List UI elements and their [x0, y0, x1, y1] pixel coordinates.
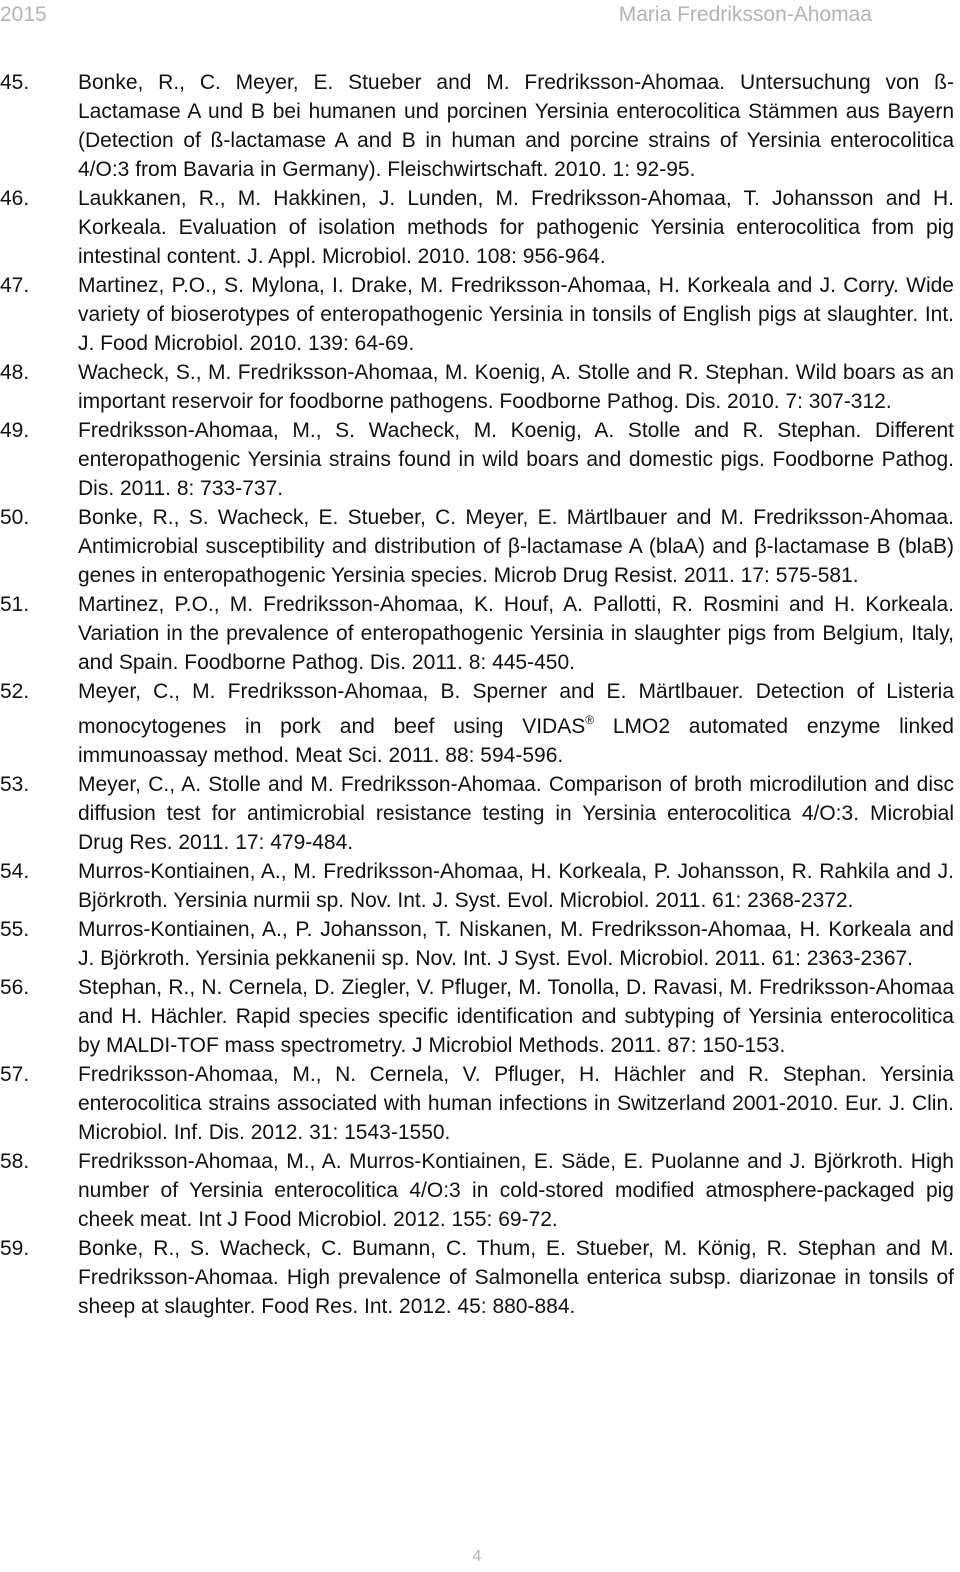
reference-number: 47. — [0, 274, 30, 297]
reference-item — [0, 1234, 954, 1321]
reference-item — [0, 271, 954, 358]
reference-item — [0, 1060, 954, 1147]
reference-text: High number of Yersinia enterocolitica 4/O:3 in cold-stored modified atmosphere-packaged pig cheek meat. Int J Food Microbiol. 2012. 155: 69-72. — [78, 1150, 954, 1231]
reference-text: Yersinia nurmii sp. Nov. Int. J. Syst. Evol. Microbiol. 2011. 61: 2368-2372. — [173, 889, 854, 912]
reference-authors: Murros-Kontiainen, A., P. Johansson, T. Niskanen, M. Fredriksson-Ahomaa, H. Korkeala and J. Björkroth. — [78, 918, 954, 970]
reference-text: Yersinia pekkanenii sp. Nov. Int. J Syst. Evol. Microbiol. 2011. 61: 2363-2367. — [195, 947, 914, 970]
reference-text: Wild boars as an important reservoir for foodborne pathogens. Foodborne Pathog. Dis. 2010. 7: 307-312. — [78, 361, 954, 413]
reference-item — [0, 857, 954, 915]
reference-authors: Bonke, R., S. Wacheck, C. Bumann, C. Thum, E. Stueber, M. König, R. Stephan and M. Fredriksson-Ahomaa. — [78, 1237, 954, 1289]
reference-item — [0, 915, 954, 973]
reference-text: High prevalence of Salmonella enterica subsp. diarizonae in tonsils of sheep at slaughter. Food Res. Int. 2012. 45: 880-884. — [78, 1266, 954, 1318]
reference-text: Comparison of broth microdilution and disc diffusion test for antimicrobial resistance testing in Yersinia enterocolitica 4/O:3. Microbial Drug Res. 2011. 17: 479-484. — [78, 773, 954, 854]
reference-item — [0, 1147, 954, 1234]
reference-item — [0, 770, 954, 857]
reference-number: 53. — [0, 773, 30, 796]
reference-text: Variation in the prevalence of enteropathogenic Yersinia in slaughter pigs from Belgium, Italy, and Spain. Foodborne Pathog. Dis. 2011. 8: 445-450. — [78, 622, 954, 674]
reference-text-continued: LMO2 automated enzyme linked immunoassay method. Meat Sci. 2011. 88: 594-596. — [78, 715, 954, 767]
reference-item — [0, 358, 954, 416]
reference-number: 51. — [0, 593, 30, 616]
reference-item — [0, 184, 954, 271]
reference-text: Rapid species specific identification and subtyping of Yersinia enterocolitica by MALDI-TOF mass spectrometry. J Microbiol Methods. 2011. 87: 150-153. — [78, 1005, 954, 1057]
registered-mark: ® — [585, 713, 595, 727]
reference-authors: Wacheck, S., M. Fredriksson-Ahomaa, M. Koenig, A. Stolle and R. Stephan. — [78, 361, 796, 384]
reference-number: 49. — [0, 419, 30, 442]
reference-item — [0, 677, 954, 770]
reference-item — [0, 416, 954, 503]
page-number: 4 — [472, 1548, 482, 1565]
reference-number: 52. — [0, 680, 30, 703]
reference-number: 45. — [0, 71, 30, 94]
reference-item — [0, 503, 954, 590]
reference-authors: Meyer, C., A. Stolle and M. Fredriksson-Ahomaa. — [78, 773, 549, 796]
reference-authors: Martinez, P.O., S. Mylona, I. Drake, M. Fredriksson-Ahomaa, H. Korkeala and J. Corry. — [78, 274, 907, 297]
reference-authors: Laukkanen, R., M. Hakkinen, J. Lunden, M. Fredriksson-Ahomaa, T. Johansson and H. Korkeala. — [78, 187, 954, 239]
reference-number: 56. — [0, 976, 30, 999]
reference-number: 55. — [0, 918, 30, 941]
header-author: Maria Fredriksson-Ahomaa — [618, 3, 872, 26]
header-year: 2015 — [0, 3, 47, 26]
reference-text: Different enteropathogenic Yersinia strains found in wild boars and domestic pigs. Foodborne Pathog. Dis. 2011. 8: 733-737. — [78, 419, 954, 500]
reference-number: 58. — [0, 1150, 30, 1173]
reference-number: 54. — [0, 860, 30, 883]
reference-text: Antimicrobial susceptibility and distribution of β-lactamase A (blaA) and β-lactamase B (blaB) genes in enteropathogenic Yersinia species. Microb Drug Resist. 2011. 17: 575-581. — [78, 535, 954, 587]
reference-item — [0, 590, 954, 677]
reference-text: Wide variety of bioserotypes of enteropathogenic Yersinia in tonsils of English pigs at slaughter. Int. J. Food Microbiol. 2010. 139: 64-69. — [78, 274, 954, 355]
reference-authors: Bonke, R., S. Wacheck, E. Stueber, C. Meyer, E. Märtlbauer and M. Fredriksson-Ahomaa. — [78, 506, 954, 529]
reference-text: Detection of Listeria monocytogenes in pork and beef using VIDAS — [78, 680, 954, 738]
reference-number: 50. — [0, 506, 30, 529]
reference-list — [0, 68, 954, 1321]
reference-item — [0, 973, 954, 1060]
reference-authors: Fredriksson-Ahomaa, M., N. Cernela, V. Pfluger, H. Hächler and R. Stephan. — [78, 1063, 881, 1086]
reference-item — [0, 68, 954, 184]
reference-number: 59. — [0, 1237, 30, 1260]
page-header — [0, 0, 960, 40]
reference-number: 48. — [0, 361, 30, 384]
reference-authors: Murros-Kontiainen, A., M. Fredriksson-Ahomaa, H. Korkeala, P. Johansson, R. Rahkila and J. Björkroth. — [78, 860, 954, 912]
reference-number: 57. — [0, 1063, 30, 1086]
reference-authors: Martinez, P.O., M. Fredriksson-Ahomaa, K. Houf, A. Pallotti, R. Rosmini and H. Korkeala. — [78, 593, 954, 616]
reference-number: 46. — [0, 187, 30, 210]
reference-text: Untersuchung von ß-Lactamase A und B bei humanen und porcinen Yersinia enterocolitica Stämmen aus Bayern (Detection of ß-lactamase A and B in human and porcine strains of Yersinia enterocolitica 4/O:3 from Bavaria in Germany). Fleischwirtschaft. 2010. 1: 92-95. — [78, 71, 954, 181]
reference-authors: Stephan, R., N. Cernela, D. Ziegler, V. Pfluger, M. Tonolla, D. Ravasi, M. Fredriksson-Ahomaa and H. Hächler. — [78, 976, 954, 1028]
reference-authors: Meyer, C., M. Fredriksson-Ahomaa, B. Sperner and E. Märtlbauer. — [78, 680, 756, 703]
reference-authors: Fredriksson-Ahomaa, M., S. Wacheck, M. Koenig, A. Stolle and R. Stephan. — [78, 419, 875, 442]
reference-authors: Bonke, R., C. Meyer, E. Stueber and M. Fredriksson-Ahomaa. — [78, 71, 740, 94]
reference-authors: Fredriksson-Ahomaa, M., A. Murros-Kontiainen, E. Säde, E. Puolanne and J. Björkroth. — [78, 1150, 911, 1173]
reference-text: Evaluation of isolation methods for pathogenic Yersinia enterocolitica from pig intestinal content. J. Appl. Microbiol. 2010. 108: 956-964. — [78, 216, 954, 268]
reference-text: Yersinia enterocolitica strains associated with human infections in Switzerland 2001-2010. Eur. J. Clin. Microbiol. Inf. Dis. 2012. 31: 1543-1550. — [78, 1063, 954, 1144]
